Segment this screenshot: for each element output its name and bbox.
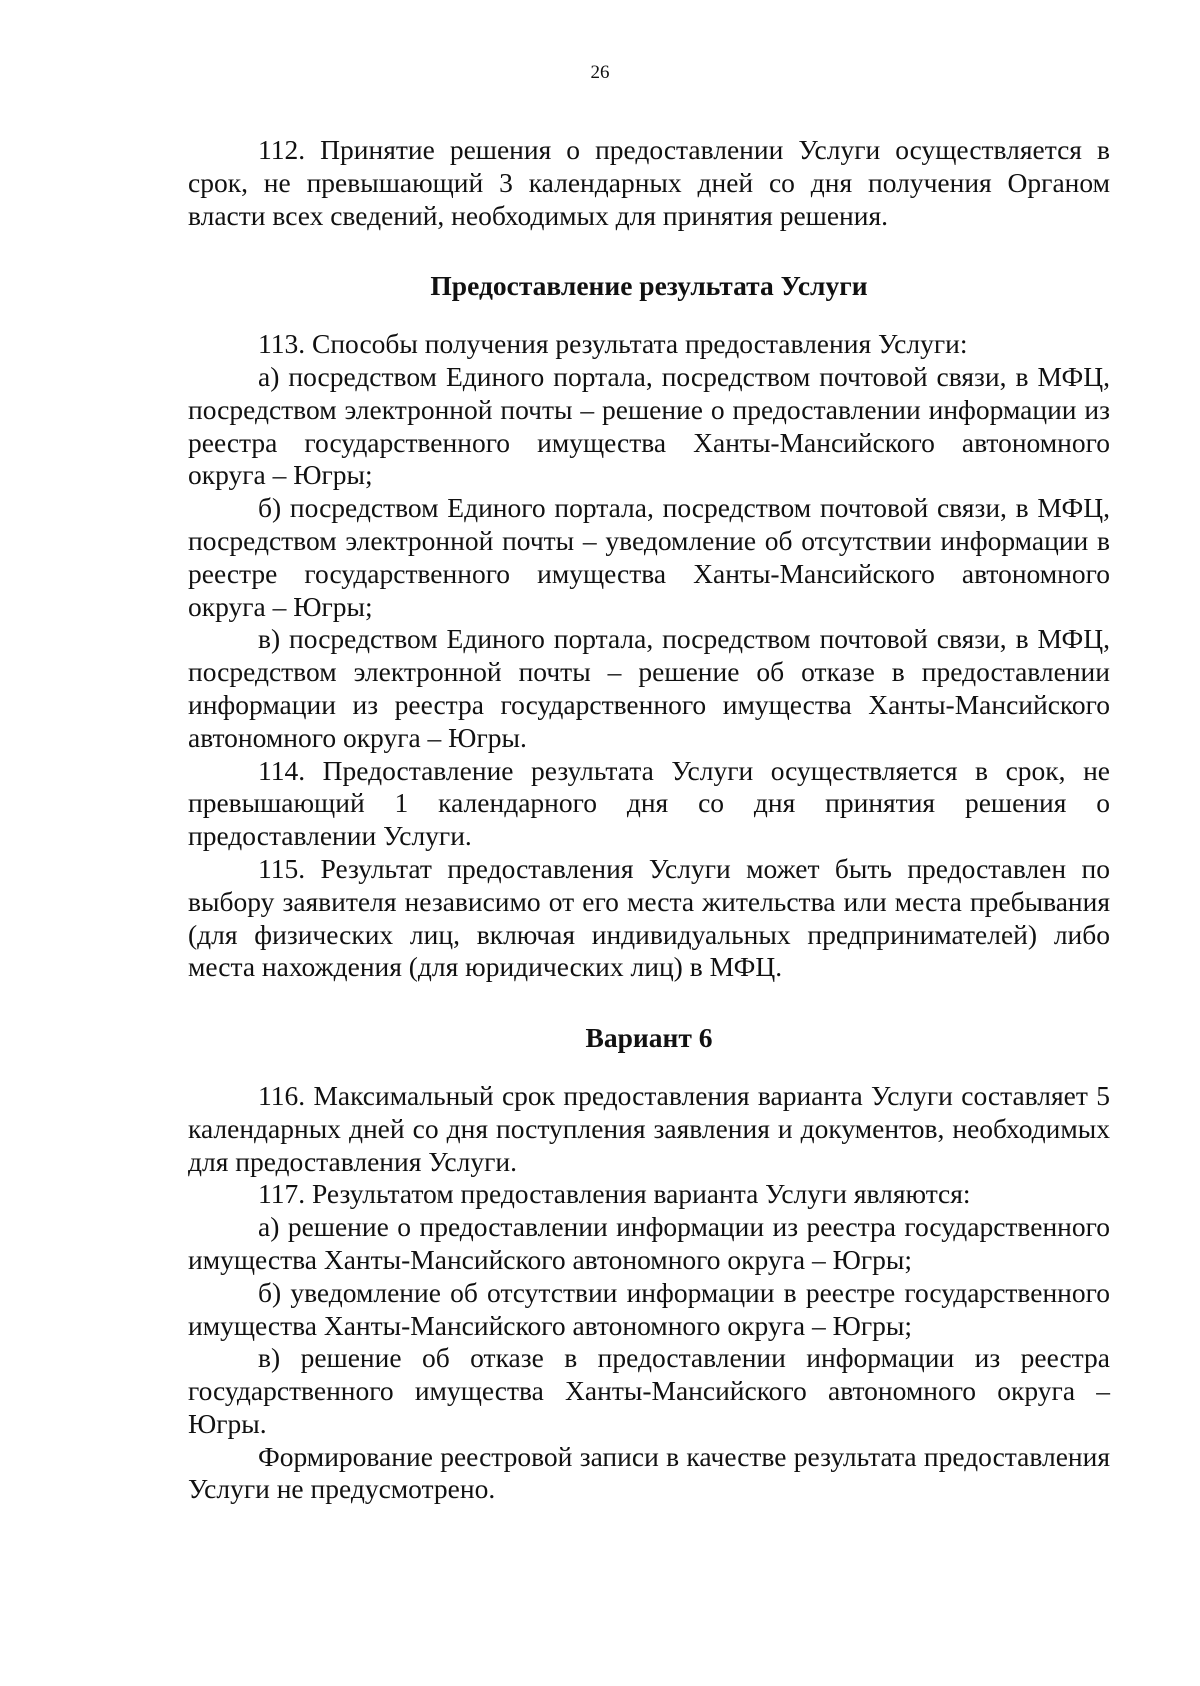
paragraph-113-b: б) посредством Единого портала, посредством почтовой связи, в МФЦ, посредством электронной почты – уведомление об отсутствии информации в реестре государственного имущества Ханты-Мансийского автономного округа – Югры; xyxy=(188,492,1110,622)
paragraph-113: 113. Способы получения результата предоставления Услуги: xyxy=(258,328,968,360)
paragraph-117-v: в) решение об отказе в предоставлении информации из реестра государственного имущества Ханты-Мансийского автономного округа – Югры. xyxy=(188,1342,1110,1439)
paragraph-113-v: в) посредством Единого портала, посредством почтовой связи, в МФЦ, посредством электронной почты – решение об отказе в предоставлении информации из реестра государственного имущества Ханты-Мансийского автономного округа – Югры. xyxy=(188,623,1110,753)
paragraph-113-a: а) посредством Единого портала, посредством почтовой связи, в МФЦ, посредством электронной почты – решение о предоставлении информации из реестра государственного имущества Ханты-Мансийского автономного округа – Югры; xyxy=(188,360,1110,491)
heading-variant-6: Вариант 6 xyxy=(585,1022,713,1054)
paragraph-115: 115. Результат предоставления Услуги может быть предоставлен по выбору заявителя независимо от его места жительства или места пребывания (для физических лиц, включая индивидуальных предпринимателей) либо места нахождения (для юридических лиц) в МФЦ. xyxy=(188,852,1110,983)
document-body xyxy=(188,134,1110,1506)
paragraph-112: 112. Принятие решения о предоставлении Услуги осуществляется в срок, не превышающий 3 календарных дней со дня получения Органом власти всех сведений, необходимых для принятия решения. xyxy=(188,134,1110,231)
paragraph-116: 116. Максимальный срок предоставления варианта Услуги составляет 5 календарных дней со дня поступления заявления и документов, необходимых для предоставления Услуги. xyxy=(188,1079,1110,1177)
paragraph-114: 114. Предоставление результата Услуги осуществляется в срок, не превышающий 1 календарного дня со дня принятия решения о предоставлении Услуги. xyxy=(188,754,1110,852)
page-number: 26 xyxy=(590,62,610,83)
paragraph-registry-note: Формирование реестровой записи в качестве результата предоставления Услуги не предусмотрено. xyxy=(188,1440,1110,1505)
paragraph-117: 117. Результатом предоставления варианта Услуги являются: xyxy=(258,1178,971,1210)
paragraph-117-b: б) уведомление об отсутствии информации в реестре государственного имущества Ханты-Мансийского автономного округа – Югры; xyxy=(188,1276,1110,1341)
heading-result-delivery: Предоставление результата Услуги xyxy=(430,270,868,302)
paragraph-117-a: а) решение о предоставлении информации из реестра государственного имущества Ханты-Мансийского автономного округа – Югры; xyxy=(188,1211,1110,1275)
